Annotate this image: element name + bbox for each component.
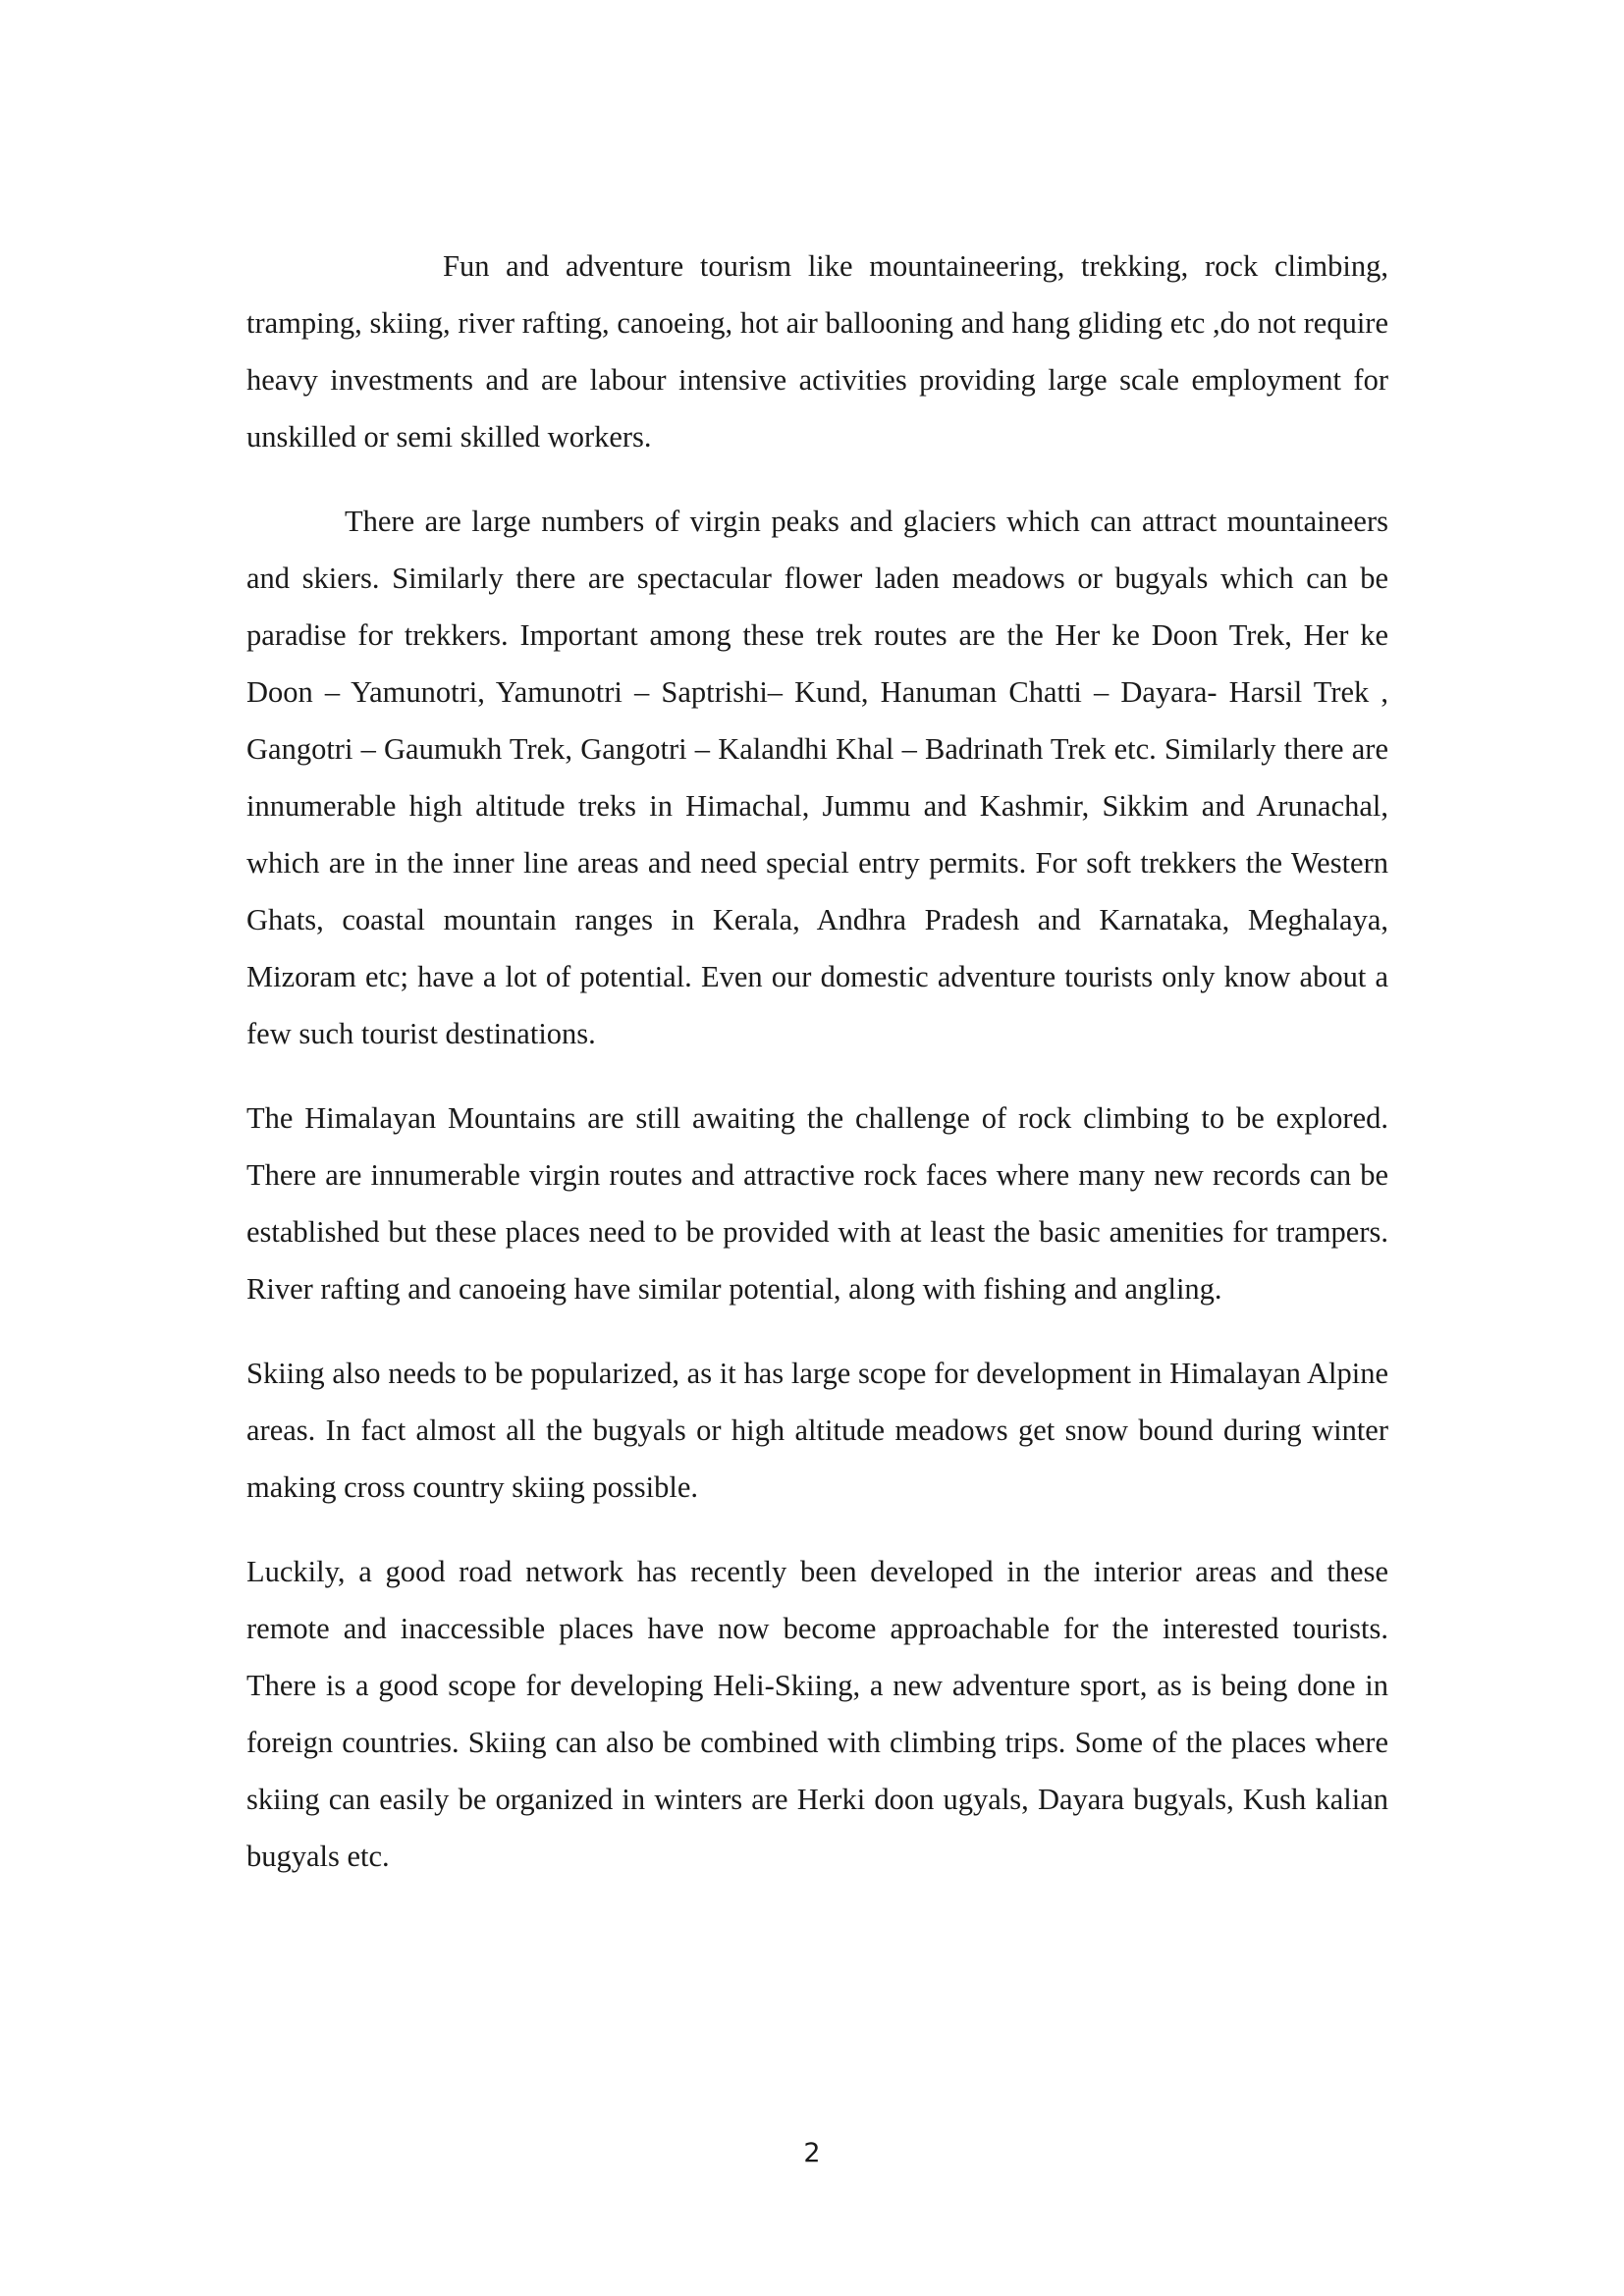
paragraph-skiing: Skiing also needs to be popularized, as it has large scope for development in Himalayan Alpine areas. In fact almost all the bugyals or high altitude meadows get snow bound during winter making cross country skiing possible. bbox=[246, 1357, 1388, 1504]
paragraph-adventure-tourism: Fun and adventure tourism like mountaineering, trekking, rock climbing, tramping, skiing, river rafting, canoeing, hot air ballooning and hang gliding etc ,do not require heavy investments and are labour intensive activities providing large scale employment for unskilled or semi skilled workers. bbox=[246, 249, 1388, 454]
paragraph-virgin-peaks: There are large numbers of virgin peaks and glaciers which can attract mountaineers and skiers. Similarly there are spectacular flower laden meadows or bugyals which can be paradise for trekkers. Important among these trek routes are the Her ke Doon Trek, Her ke Doon – Yamunotri, Yamunotri – Saptrishi– Kund, Hanuman Chatti – Dayara- Harsil Trek , Gangotri – Gaumukh Trek, Gangotri – Kalandhi Khal – Badrinath Trek etc. Similarly there are innumerable high altitude treks in Himachal, Jummu and Kashmir, Sikkim and Arunachal, which are in the inner line areas and need special entry permits. For soft trekkers the Western Ghats, coastal mountain ranges in Kerala, Andhra Pradesh and Karnataka, Meghalaya, Mizoram etc; have a lot of potential. Even our domestic adventure tourists only know about a few such tourist destinations. bbox=[246, 505, 1388, 1050]
page-number: 2 bbox=[803, 2138, 821, 2168]
document-body bbox=[246, 238, 1388, 1912]
paragraph-himalayan-mountains: The Himalayan Mountains are still awaiting the challenge of rock climbing to be explored. There are innumerable virgin routes and attractive rock faces where many new records can be established but these places need to be provided with at least the basic amenities for trampers. River rafting and canoeing have similar potential, along with fishing and angling. bbox=[246, 1101, 1388, 1306]
paragraph-road-network: Luckily, a good road network has recently been developed in the interior areas and these remote and inaccessible places have now become approachable for the interested tourists. There is a good scope for developing Heli-Skiing, a new adventure sport, as is being done in foreign countries. Skiing can also be combined with climbing trips. Some of the places where skiing can easily be organized in winters are Herki doon ugyals, Dayara bugyals, Kush kalian bugyals etc. bbox=[246, 1555, 1388, 1873]
